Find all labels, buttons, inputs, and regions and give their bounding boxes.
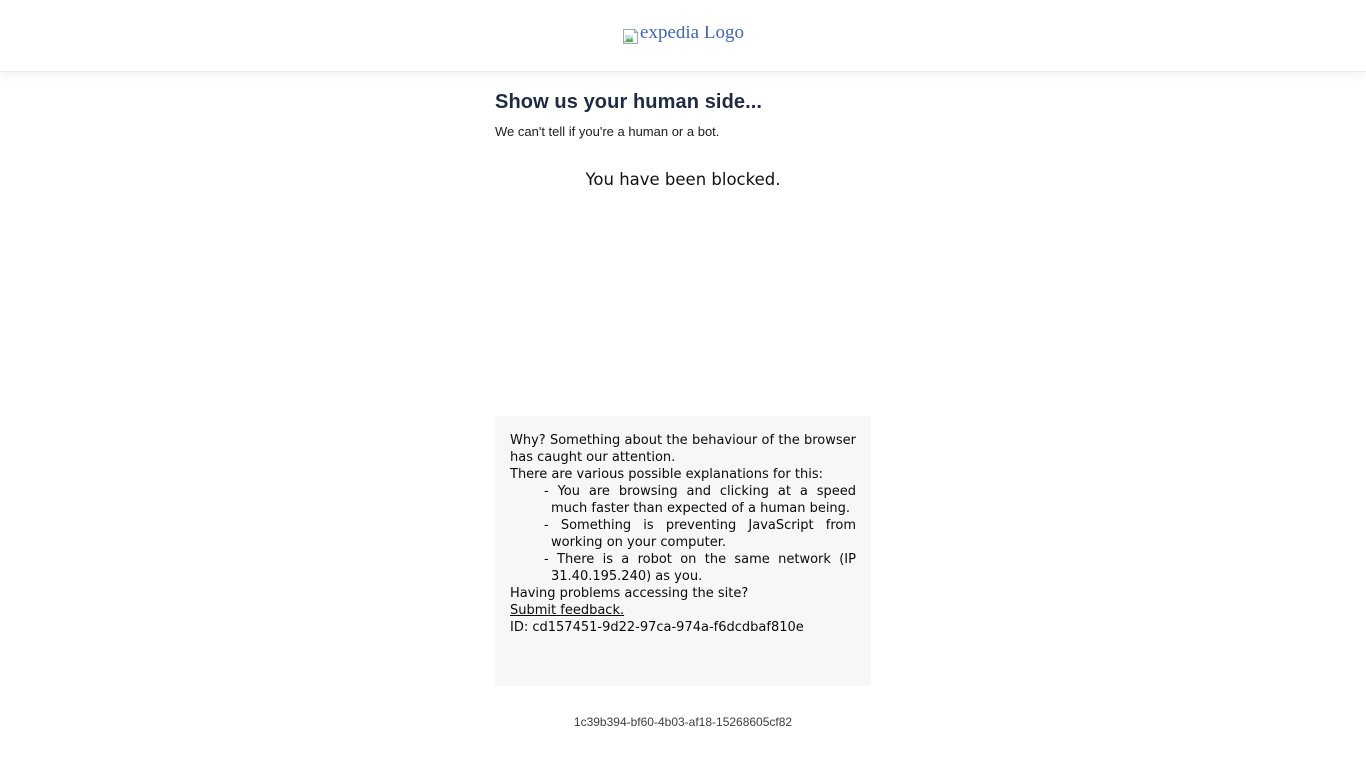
page-title: Show us your human side... — [495, 91, 763, 113]
incident-id: ID: cd157451-9d22-97ca-974a-f6dcdbaf810e — [510, 620, 804, 635]
footer-reference-id: 1c39b394-bf60-4b03-af18-15268605cf82 — [573, 715, 793, 729]
explanation-item-javascript: - Something is preventing JavaScript from working on your computer. — [544, 518, 856, 550]
explanations-intro: There are various possible explanations for this: — [510, 467, 824, 482]
submit-feedback-link[interactable]: Submit feedback. — [510, 603, 625, 618]
page-subtitle: We can't tell if you're a human or a bot. — [495, 124, 720, 139]
notice-box — [495, 416, 871, 686]
logo-alt-text: expedia Logo — [640, 26, 744, 43]
broken-image-icon — [622, 28, 639, 45]
why-text: Why? Something about the behaviour of the browser has caught our attention. — [510, 433, 856, 465]
logo-link[interactable] — [622, 26, 744, 45]
main-content — [495, 91, 871, 729]
page-header — [0, 0, 1366, 72]
blocked-message: You have been blocked. — [585, 170, 781, 189]
explanation-item-speed: - You are browsing and clicking at a speed much faster than expected of a human being. — [544, 484, 856, 516]
help-prompt: Having problems accessing the site? — [510, 586, 749, 601]
explanation-item-robot-network: - There is a robot on the same network (IP 31.40.195.240) as you. — [544, 552, 856, 584]
